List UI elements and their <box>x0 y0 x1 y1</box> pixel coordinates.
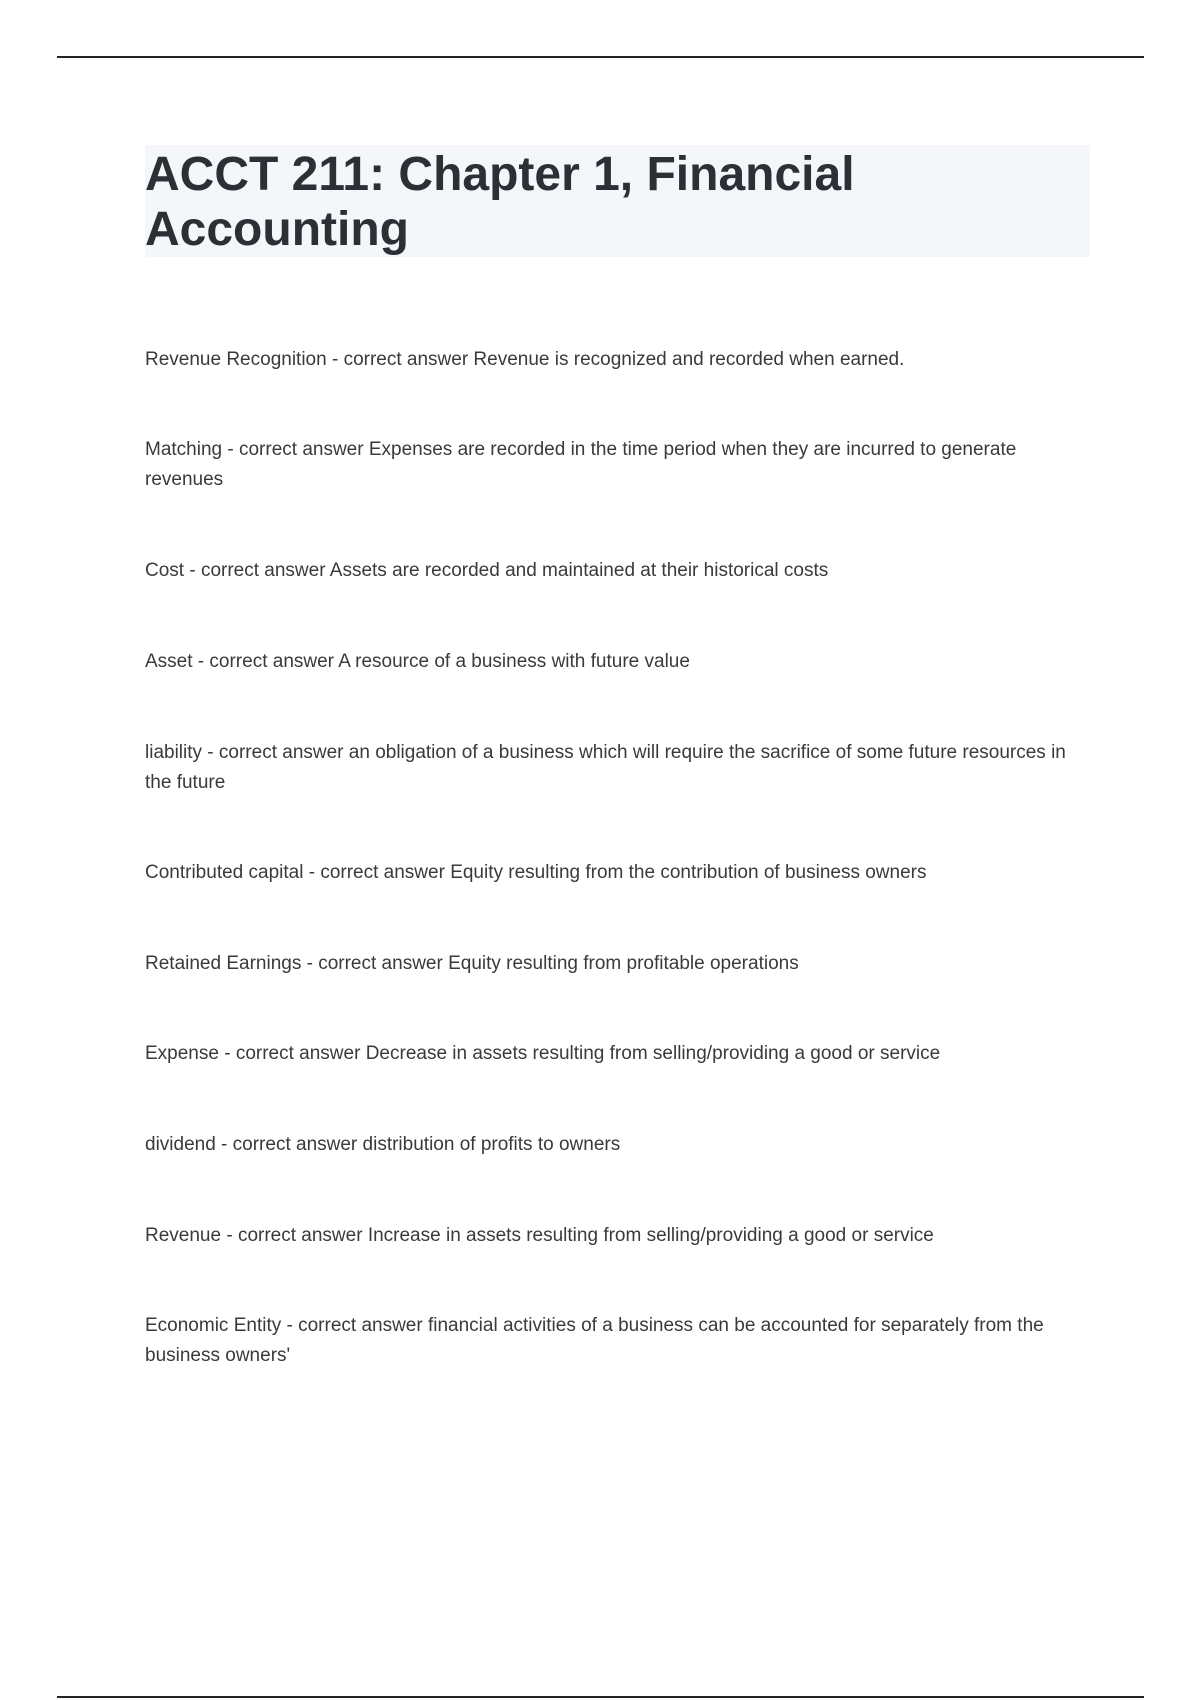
top-divider <box>57 56 1144 58</box>
definition-entry: dividend - correct answer distribution of profits to owners <box>145 1134 621 1155</box>
definition-entry: Cost - correct answer Assets are recorded and maintained at their historical costs <box>145 560 829 581</box>
definition-entry: Revenue - correct answer Increase in assets resulting from selling/providing a good or service <box>145 1225 934 1246</box>
definition-entry: liability - correct answer an obligation of a business which will require the sacrifice of some future resources in the future <box>145 742 1066 793</box>
definition-entry: Economic Entity - correct answer financial activities of a business can be accounted for separately from the business owners' <box>145 1315 1044 1366</box>
definition-entry: Asset - correct answer A resource of a business with future value <box>145 651 690 672</box>
definition-entry: Contributed capital - correct answer Equity resulting from the contribution of business owners <box>145 862 927 883</box>
definition-entry: Expense - correct answer Decrease in assets resulting from selling/providing a good or service <box>145 1043 941 1064</box>
definition-entry: Revenue Recognition - correct answer Revenue is recognized and recorded when earned. <box>145 349 905 370</box>
page-title: ACCT 211: Chapter 1, Financial Accounting <box>145 148 855 256</box>
definition-entry: Retained Earnings - correct answer Equity resulting from profitable operations <box>145 953 799 974</box>
bottom-divider <box>57 1696 1144 1698</box>
title-block <box>145 145 1090 257</box>
definition-entry: Matching - correct answer Expenses are recorded in the time period when they are incurred to generate revenues <box>145 439 1017 490</box>
